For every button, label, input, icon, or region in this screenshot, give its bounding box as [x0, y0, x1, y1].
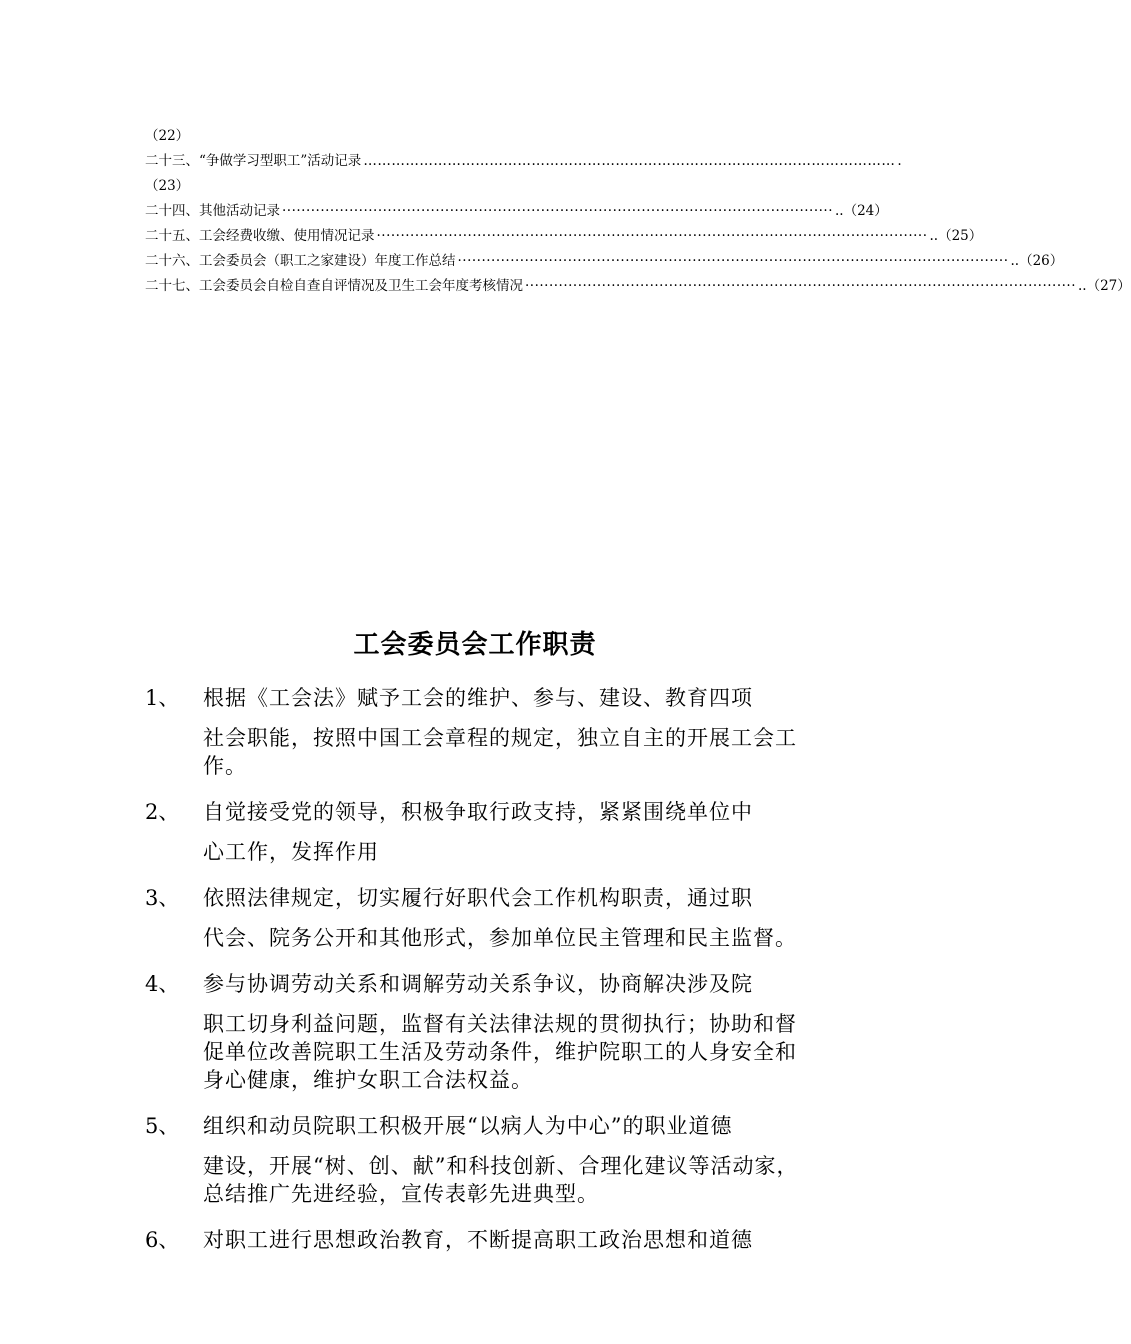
- toc-continuation-page: （22）: [145, 128, 190, 144]
- item-number: 2、: [145, 800, 180, 824]
- toc-leader-dots: ···················································································································: [376, 228, 928, 244]
- item-text: [203, 1222, 815, 1266]
- item-text-rest: 社会职能，按照中国工会章程的规定，独立自主的开展工会工作。: [203, 726, 797, 778]
- toc-entry[interactable]: [145, 274, 1131, 299]
- item-text-rest: 心工作，发挥作用: [203, 840, 379, 864]
- toc-entry[interactable]: [145, 249, 1064, 274]
- item-text: [203, 880, 815, 952]
- toc-entry-page: ..（24）: [835, 203, 888, 219]
- item-text-rest: 代会、院务公开和其他形式，参加单位民主管理和民主监督。: [203, 926, 797, 950]
- item-text: [203, 680, 815, 780]
- toc-entry-title: 二十六、工会委员会（职工之家建设）年度工作总结: [145, 253, 456, 269]
- toc-entry-title: 二十七、工会委员会自检自查自评情况及卫生工会年度考核情况: [145, 278, 523, 294]
- item-text-first-line: 对职工进行思想政治教育，不断提高职工政治思想和道德: [203, 1228, 753, 1252]
- item-text-first-line: 根据《工会法》赋予工会的维护、参与、建设、教育四项: [203, 686, 753, 710]
- item-text-first-line: 参与协调劳动关系和调解劳动关系争议，协商解决涉及院: [203, 972, 753, 996]
- list-item: [145, 680, 815, 780]
- item-text: [203, 966, 815, 1094]
- list-item: [145, 966, 815, 1094]
- item-text: [203, 794, 815, 866]
- toc-entry-page: ..（25）: [929, 228, 983, 244]
- table-of-contents: [145, 124, 1131, 299]
- item-number: 3、: [145, 886, 180, 910]
- toc-continuation-page: （23）: [145, 178, 190, 194]
- toc-leader-dots: ……………………………………………………………………………………………………: [363, 153, 896, 169]
- toc-entry-title: 二十四、其他活动记录: [145, 203, 280, 219]
- list-item: [145, 1108, 815, 1208]
- item-text-rest: 建设，开展“树、创、献”和科技创新、合理化建议等活动家，总结推广先进经验，宣传表彰先进典型。: [203, 1154, 799, 1206]
- item-text-first-line: 依照法律规定，切实履行好职代会工作机构职责，通过职: [203, 886, 753, 910]
- toc-entry-page: .: [897, 153, 902, 169]
- toc-entry-title: 二十五、工会经费收缴、使用情况记录: [145, 228, 375, 244]
- list-item: [145, 1222, 815, 1266]
- item-number: 4、: [145, 972, 180, 996]
- item-number: 6、: [145, 1228, 180, 1252]
- toc-entry-page: ..（26）: [1010, 253, 1064, 269]
- section-heading: 工会委员会工作职责: [353, 630, 597, 660]
- toc-entry-page: ..（27）: [1078, 278, 1131, 294]
- list-item: [145, 794, 815, 866]
- toc-entry[interactable]: [145, 199, 888, 224]
- toc-leader-dots: ···················································································································: [282, 203, 833, 219]
- toc-leader-dots: ···················································································································: [525, 278, 1076, 294]
- toc-entry-title: 二十三、“争做学习型职工”活动记录: [145, 153, 362, 169]
- toc-leader-dots: ···················································································································: [457, 253, 1009, 269]
- item-number: 1、: [145, 686, 180, 710]
- item-number: 5、: [145, 1114, 180, 1138]
- list-item: [145, 880, 815, 952]
- item-text-first-line: 组织和动员院职工积极开展“以病人为中心”的职业道德: [203, 1114, 733, 1138]
- item-text-first-line: 自觉接受党的领导，积极争取行政支持，紧紧围绕单位中: [203, 800, 753, 824]
- toc-entry[interactable]: [145, 224, 983, 249]
- item-text: [203, 1108, 815, 1208]
- duties-list: [145, 680, 815, 1280]
- item-text-rest: 职工切身利益问题，监督有关法律法规的贯彻执行；协助和督促单位改善院职工生活及劳动条件，维护院职工的人身安全和身心健康，维护女职工合法权益。: [203, 1012, 797, 1092]
- toc-entry[interactable]: [145, 149, 902, 174]
